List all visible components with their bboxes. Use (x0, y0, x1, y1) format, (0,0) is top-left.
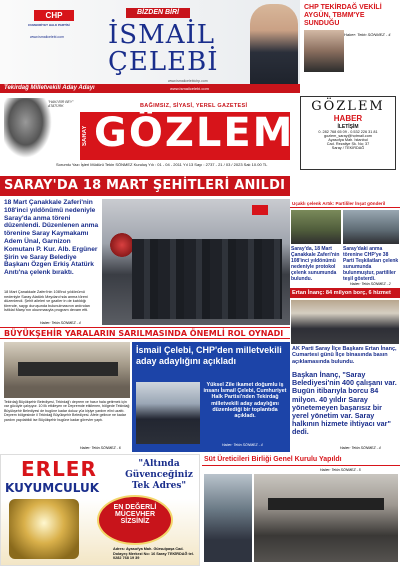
contact-box (300, 96, 396, 170)
mid-photo-table (18, 362, 118, 376)
right-col-header (290, 199, 400, 208)
newspaper-logo: GÖZLEM (94, 110, 295, 156)
ataturk-quote: "HAKİ BİR BEY" ATATÜRK (48, 100, 74, 108)
mid-headline-bar (0, 327, 290, 339)
candidate-portrait (250, 4, 298, 92)
right-col-text-left: Saray'da, 18 Mart Çanakkale Zaferi'nin 108'inci yıldönümü nedeniyle protokol çelenk sunumunda bulundu. (291, 246, 340, 282)
akp-quote: Başkan İnanç, "Saray Belediyesi'nin 400 çalışanı var. Bugün itibarıyla borcu 84 milyon. 40 yıldır Saray yönetemeyen başarısız bir yerel yönetim var. Saray halkının hizmete ihtiyacı var" dedi. (292, 370, 397, 437)
erler-slogan-3: Tek Adres" (131, 481, 187, 491)
erler-circle-2: MÜCEVHER (114, 511, 156, 518)
lead-credit: Haber: Tekin SÖNMEZ - 4 (40, 321, 81, 325)
erler-sub: KUYUMCULUK (5, 481, 100, 495)
sut-headline[interactable]: Süt Üreticileri Birliği Genel Kurulu Yapıldı (204, 456, 342, 463)
sut-photo-right (254, 474, 398, 562)
celebi-story-box (132, 342, 290, 452)
candidate-first-name: İSMAİL (108, 20, 216, 50)
erler-circle-1: EN DEĞERLİ (113, 504, 157, 511)
bizden-biri-label: BİZDEN BİRİ (126, 8, 190, 18)
ertan-header[interactable]: Ertan İnanç: 84 milyon borç, 6 hizmet (292, 290, 391, 296)
sut-headline-bar (202, 454, 400, 466)
contact-box-iletisim: İLETİŞİM (337, 124, 359, 130)
candidate-web[interactable]: www.ismailcelebichp.com (168, 79, 208, 83)
mid-photo (4, 342, 130, 398)
sut-credit: Haber: Tekin SÖNMEZ - 5 (320, 468, 361, 472)
erler-circle (97, 495, 173, 545)
candidate-web-bottom[interactable]: www.ismailcelebi.com (170, 86, 209, 91)
candidate-last-name: ÇELEBİ (108, 47, 219, 77)
mid-credit: Haber: Tekin SÖNMEZ - 6 (80, 446, 121, 450)
masthead (0, 94, 400, 174)
ertan-header-bar (290, 288, 400, 298)
contact-phone: 0. 282 768 65 09 - 0.532 226 31 81 (318, 130, 378, 134)
issue-info-line: Sorumlu Yazı İşleri Müdürü Tekin SÖNMEZ Kuruluş Yılı : 01 - 04 - 2011 Yıl 13 Sayı : 2737 - 21 / 03 / 2023 Salı 10.00 TL (56, 162, 268, 167)
jewelry-image (9, 499, 79, 559)
erler-slogan-1: "Altında (138, 459, 180, 469)
contact-box-title: GÖZLEM (311, 99, 385, 114)
right-col-photo-right (343, 210, 399, 244)
lead-photo (102, 199, 290, 325)
lead-photo-wreath (110, 233, 134, 257)
erler-name: ERLER (21, 457, 97, 481)
ertan-photo (291, 300, 399, 344)
top-right-story (300, 0, 400, 93)
contact-email[interactable]: gozlem_saray@hotmail.com (324, 134, 372, 138)
contact-address2: Cad. Rezaliye Sk. No: 37 (326, 142, 370, 146)
erler-address: Adres: Ayasofya Mah. Gürsulpaşa Cad. Dolayeç Merkezi No: 16 Saray TEKİRDAĞ tel. 0282 768 19 39 (113, 547, 195, 561)
saray-vertical: SARAY (82, 125, 88, 147)
chp-subtitle: CUMHURİYET HALK PARTİSİ (28, 23, 70, 27)
sut-photo-table (268, 498, 384, 510)
erler-ad[interactable] (0, 454, 200, 566)
sut-photo-left (204, 474, 252, 562)
erler-circle-3: SİZSİNİZ (120, 518, 150, 525)
lead-body-small: 18 Mart Çanakkale Zaferi'nin 108'inci yıldönümü nedeniyle Saray Atatürk Meydanı'nda anma töreni düzenlendi. Şehit aileleri ve gaziler in de katıldığı törende, saygı duruşunda bulunulmasının ardından İstiklal Marşı'nın okunmasıyla program devam etti. (4, 290, 90, 313)
contact-city: Saray / TEKİRDAĞ (331, 146, 365, 150)
akp-credit: Haber: Tekin SÖNMEZ - 4 (340, 446, 381, 450)
right-col-credit: Haber: Tekin SÖNMEZ - 2 (350, 282, 391, 286)
lead-photo-people (132, 239, 282, 319)
lead-headline[interactable]: SARAY'DA 18 MART ŞEHİTLERİ ANILDI (4, 178, 286, 193)
celebi-text: Yüksel Zile ikamet doğumlu iş insanı İsmail Çelebi, Cumhuriyet Halk Partisi'nden Tekirdağ milletvekili aday adaylığını düzenlediği bir toplantıda açıkladı. (203, 382, 287, 420)
chp-logo: CHP (34, 10, 74, 21)
celebi-photo (136, 382, 200, 444)
right-col-photo-left (291, 210, 341, 244)
lead-photo-flag (252, 205, 268, 215)
contact-address: Ayasofya Mah. İstanbul (328, 138, 368, 142)
top-site-link[interactable]: www.ismailcelebi.com (30, 35, 65, 39)
contact-box-haber: HABER (333, 114, 363, 123)
candidate-ad-banner (0, 0, 300, 93)
lead-body-big: 18 Mart Çanakkale Zaferi'nin 108'inci yıldönümü nedeniyle Saray'da anma töreni düzenlendi. Düzenlenen anma törenine Saray Kaymakamı Adem Ünal, Garnizon Komutanı P. Kur. Alb. Ergüner Şirin ve Saray Belediye Başkanı Özgen Erkiş Atatürk Anıtı'na çelenk bıraktı. (4, 199, 99, 277)
lead-headline-bar (0, 176, 290, 196)
tagline: BAĞIMSIZ, SİYASİ, YEREL GAZETESİ (140, 103, 248, 109)
mid-text: Tekirdağ Büyükşehir Belediyesi, Tekirdağ'ı deprem ve hasır hala getirmek için var gücüyle çalışıyor. 10 ilk etkileyen ve Depremde etkilenen, bölgede Tekirdağ Büyükşehir Belediyesi de bugüne kadar dokuz yüz kişiye yardım elini uzattı. Deprem bölgesinde il Tekirdağ Büyükşehir Belediyesi. Afete gelince ne kadar yardım yapılabildi ise Büyükşehir bugüne kadar görevler yaptı. (4, 400, 130, 422)
erler-slogan-2: Güvenceğiniz (125, 470, 193, 480)
akp-intro: AK Parti Saray İlçe Başkanı Ertan İnanç, Cumartesi günü İlçe binasında basın açıklamasında bulundu. (292, 346, 397, 365)
top-right-headline[interactable]: CHP TEKİRDAĞ VEKİLİ AYGÜN, TBMM'YE SUNDUĞU (304, 4, 382, 27)
top-right-credit: Haber: Tekin SÖNMEZ - 4 (344, 32, 391, 37)
candidate-line: Tekirdağ Milletvekili Aday Adayı (4, 85, 95, 91)
right-col-text-right: Saray'daki anma törenine CHP'ye 38 Parti Teşkilatları çelenk sunumunda bulunmuştur, partililer teşil gösterdi. (343, 246, 399, 282)
top-right-photo (304, 30, 344, 72)
celebi-headline[interactable]: İsmail Çelebi, CHP'den milletvekili aday adaylığını açıkladı (136, 345, 282, 366)
celebi-credit: Haber: Tekin SÖNMEZ - 4 (222, 443, 263, 447)
right-col-header-text[interactable]: Uçaklı çelenk Artık: Partililer İnşat gönderil (292, 201, 386, 206)
mid-headline[interactable]: BÜYÜKŞEHİR YARALARIN SARILMASINDA ÖNEMLİ ROL OYNADI (4, 329, 284, 338)
ataturk-portrait (4, 98, 52, 158)
